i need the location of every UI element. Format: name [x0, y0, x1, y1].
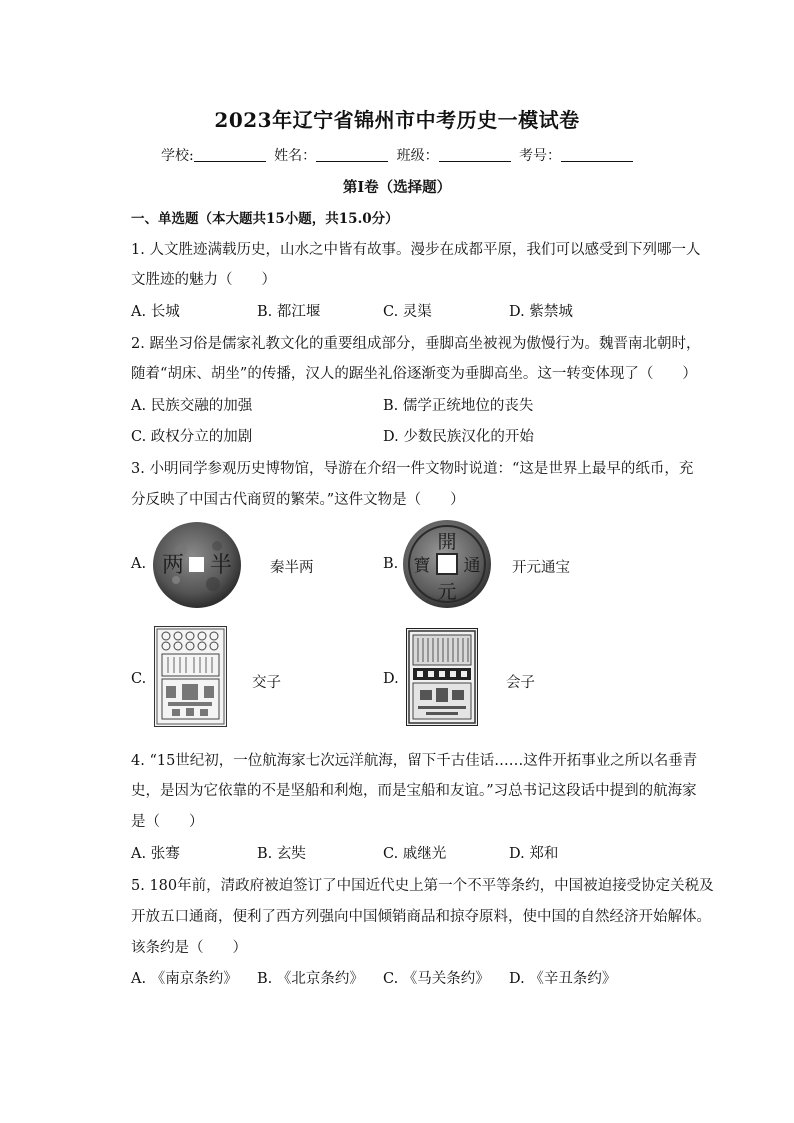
q3-option-a-letter[interactable]: A. [131, 556, 147, 572]
q3-option-b-caption: 开元通宝 [512, 560, 570, 576]
jiaozi-banknote-image[interactable] [154, 626, 227, 727]
q5-stem-line-3: 该条约是（ ） [131, 940, 247, 956]
q1-option-c[interactable]: C. 灵渠 [383, 304, 432, 320]
q3-option-c-caption: 交子 [252, 675, 281, 691]
q1-option-b[interactable]: B. 都江堰 [257, 304, 321, 320]
coin-char-tong: 通 [463, 556, 481, 576]
name-blank[interactable] [316, 147, 388, 162]
q5-stem-line-1: 5. 180年前，清政府被迫签订了中国近代史上第一个不平等条约，中国被迫接受协定关税及 [131, 878, 714, 894]
q4-option-a[interactable]: A. 张骞 [131, 846, 180, 862]
qin-banliang-coin-image[interactable] [151, 520, 243, 610]
q5-stem-line-2: 开放五口通商，便利了西方列强向中国倾销商品和掠夺原料，使中国的自然经济开始解体。 [131, 909, 711, 925]
exam-no-label: 考号： [519, 148, 562, 164]
q3-stem-line-1: 3. 小明同学参观历史博物馆，导游在介绍一件文物时说道：“这是世界上最早的纸币，充 [131, 461, 694, 477]
q1-option-d[interactable]: D. 紫禁城 [509, 304, 573, 320]
school-label: 学校: [160, 148, 194, 164]
q2-option-a[interactable]: A. 民族交融的加强 [131, 398, 253, 414]
school-blank[interactable] [194, 147, 266, 162]
coin-char-bao: 寶 [413, 556, 431, 576]
q4-stem-line-2: 史，是因为它依靠的不是坚船和利炮，而是宝船和友谊。”习总书记这段话中提到的航海家 [131, 783, 697, 799]
huizi-banknote-image[interactable] [406, 628, 478, 726]
name-label: 姓名： [274, 148, 317, 164]
q1-stem-line-2: 文胜迹的魅力（ ） [131, 272, 276, 288]
part-title: 第Ⅰ卷（选择题） [342, 179, 452, 196]
q3-stem-line-2: 分反映了中国古代商贸的繁荣。”这件文物是（ ） [131, 492, 465, 508]
q3-option-d-caption: 会子 [506, 675, 535, 691]
q1-stem-line-1: 1. 人文胜迹满载历史，山水之中皆有故事。漫步在成都平原，我们可以感受到下列哪一人 [131, 242, 701, 258]
q4-stem-line-1: 4. “15世纪初，一位航海家七次远洋航海，留下千古佳话……这件开拓事业之所以名垂青 [131, 753, 698, 769]
class-label: 班级： [396, 148, 439, 164]
kaiyuan-tongbao-coin-image[interactable] [401, 518, 493, 610]
q5-option-a[interactable]: A. 《南京条约》 [131, 971, 238, 987]
coin-char-yuan: 元 [437, 581, 457, 603]
q2-option-c[interactable]: C. 政权分立的加剧 [131, 429, 253, 445]
exam-no-blank[interactable] [561, 147, 633, 162]
q3-option-b-letter[interactable]: B. [383, 556, 399, 572]
q4-stem-line-3: 是（ ） [131, 814, 204, 830]
q4-option-c[interactable]: C. 戚继光 [383, 846, 447, 862]
q5-option-d[interactable]: D. 《辛丑条约》 [509, 971, 617, 987]
q5-option-c[interactable]: C. 《马关条约》 [383, 971, 490, 987]
q3-option-a-caption: 秦半两 [270, 560, 314, 576]
q5-option-b[interactable]: B. 《北京条约》 [257, 971, 364, 987]
q2-option-d[interactable]: D. 少数民族汉化的开始 [383, 429, 534, 445]
exam-title: 2023年辽宁省锦州市中考历史一模试卷 [214, 108, 580, 132]
coin-char-kai: 開 [437, 531, 457, 553]
q1-option-a[interactable]: A. 长城 [131, 304, 180, 320]
q2-stem-line-2: 随着“胡床、胡坐”的传播，汉人的踞坐礼俗逐渐变为垂脚高坐。这一转变体现了（ ） [131, 366, 697, 382]
q2-stem-line-1: 2. 踞坐习俗是儒家礼教文化的重要组成部分，垂脚高坐被视为傲慢行为。魏晋南北朝时， [131, 336, 701, 352]
q3-option-c-letter[interactable]: C. [131, 671, 147, 687]
q2-option-b[interactable]: B. 儒学正统地位的丧失 [383, 398, 534, 414]
class-blank[interactable] [439, 147, 511, 162]
q4-option-b[interactable]: B. 玄奘 [257, 846, 306, 862]
coin-char-liang: 两 [161, 553, 185, 578]
section-heading: 一、单选题（本大题共15小题，共15.0分） [131, 211, 399, 227]
q3-option-d-letter[interactable]: D. [383, 671, 399, 687]
q4-option-d[interactable]: D. 郑和 [509, 846, 559, 862]
coin-char-ban: 半 [209, 553, 233, 578]
student-info-row [0, 145, 794, 165]
